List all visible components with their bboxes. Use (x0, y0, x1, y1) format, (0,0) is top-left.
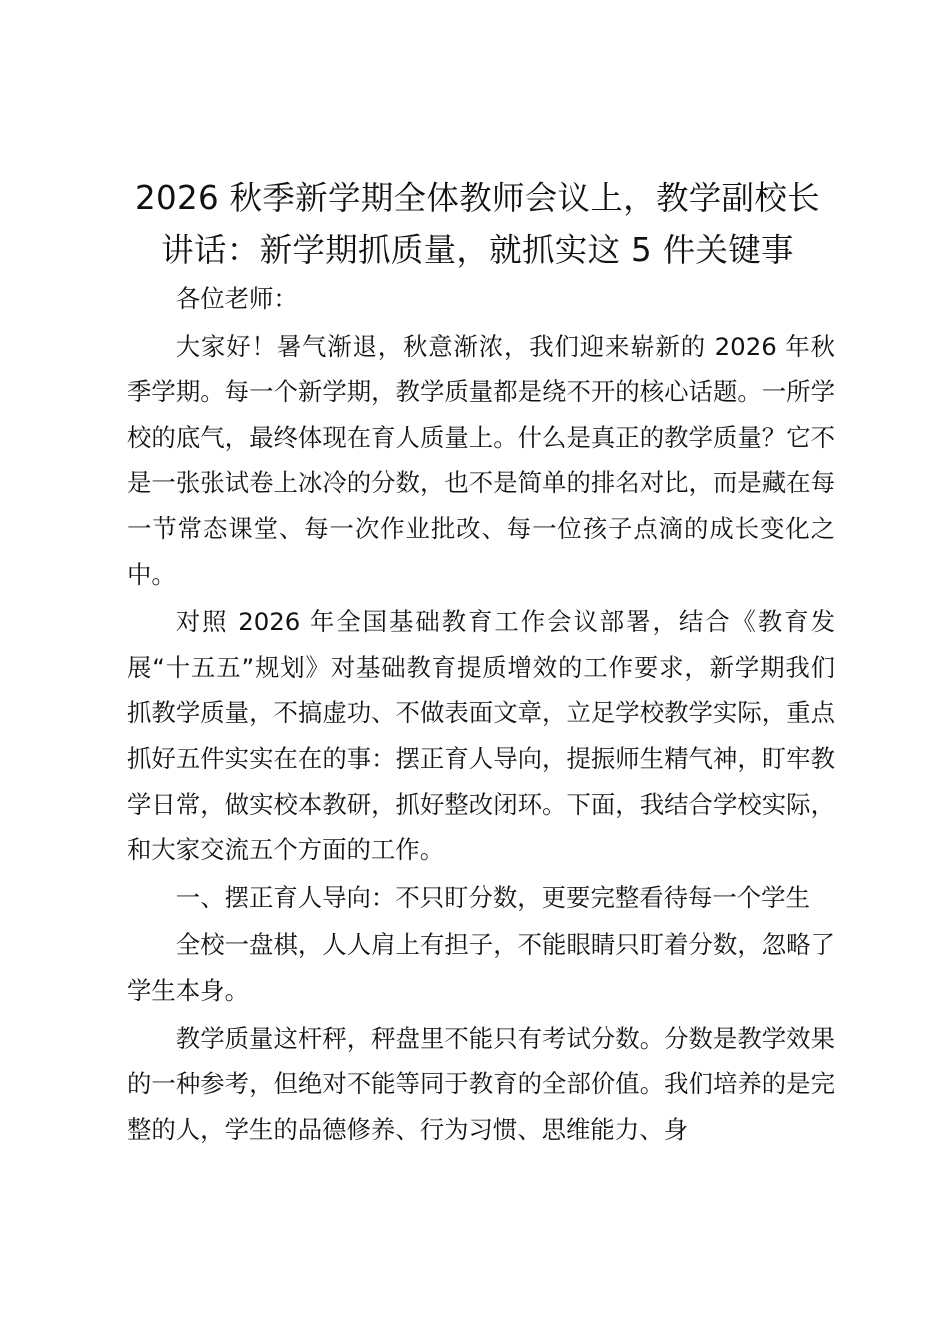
section-1-paragraph: 全校一盘棋，人人肩上有担子，不能眼睛只盯着分数，忽略了学生本身。 (127, 930, 835, 1005)
section-heading-1: 一、摆正育人导向：不只盯分数，更要完整看待每一个学生 (175, 882, 810, 912)
section-1-paragraph: 教学质量这杆秤，秤盘里不能只有考试分数。分数是教学效果的一种参考，但绝对不能等同于教育的全部价值。我们培养的是完整的人，学生的品德修养、行为习惯、思维能力、身 (127, 1023, 835, 1144)
paragraph-overview: 对照 2026 年全国基础教育工作会议部署，结合《教育发展“十五五”规划》对基础教育提质增效的工作要求，新学期我们抓教学质量，不搞虚功、不做表面文章，立足学校教学实际，重点抓好五件实实在在的事：摆正育人导向，提振师生精气神，盯牢教学日常，做实校本教研，抓好整改闭环。下面，我结合学校实际，和大家交流五个方面的工作。 (127, 607, 835, 865)
document-title: 2026 秋季新学期全体教师会议上，教学副校长讲话：新学期抓质量，就抓实这 5 件关键事 (135, 179, 820, 269)
paragraph-intro: 大家好！暑气渐退，秋意渐浓，我们迎来崭新的 2026 年秋季学期。每一个新学期，教学质量都是绕不开的核心话题。一所学校的底气，最终体现在育人质量上。什么是真正的教学质量？它不是一张张试卷上冰冷的分数，也不是简单的排名对比，而是藏在每一节常态课堂、每一次作业批改、每一位孩子点滴的成长变化之中。 (127, 331, 835, 589)
salutation: 各位老师： (175, 284, 298, 313)
document-body (127, 276, 835, 1154)
